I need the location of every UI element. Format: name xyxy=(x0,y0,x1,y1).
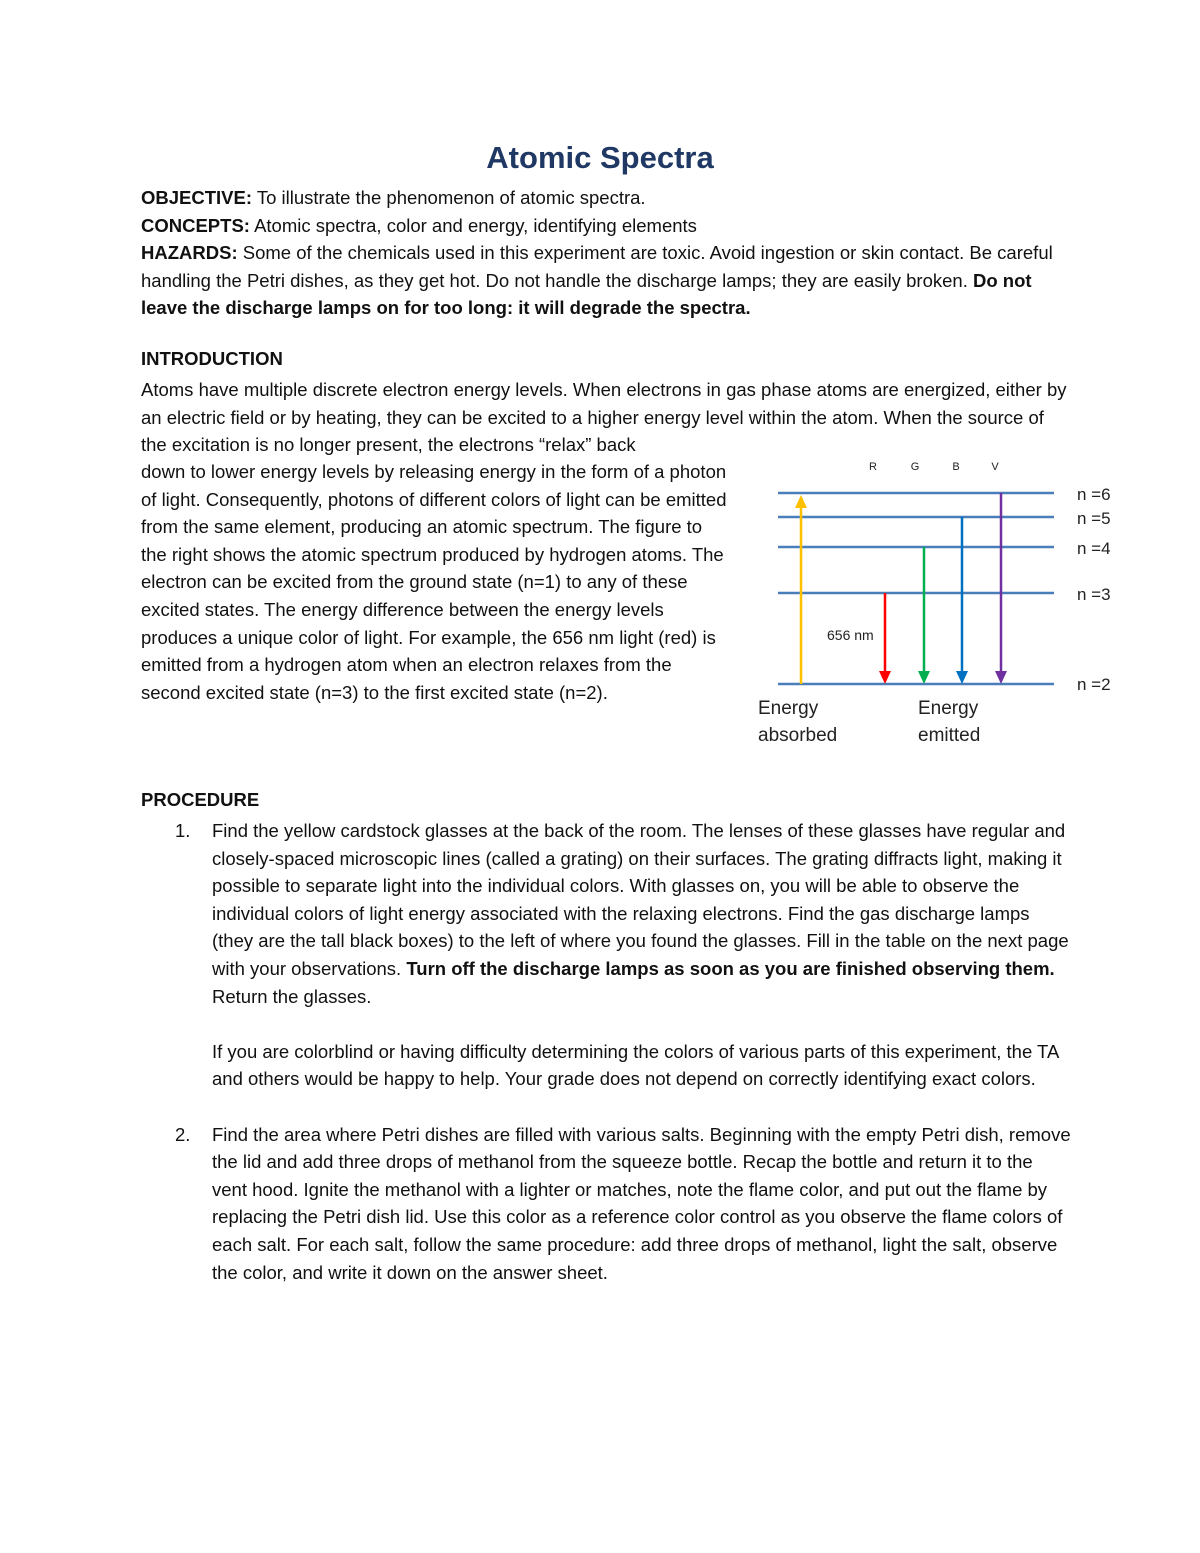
step-number: 2. xyxy=(175,1123,191,1145)
emitted-caption-line1: Energy xyxy=(918,698,979,719)
hydrogen-energy-level-diagram xyxy=(750,452,1130,752)
emission-arrow-violet xyxy=(995,493,1007,684)
spacer xyxy=(212,1093,1071,1121)
step-1-text-a: Find the yellow cardstock glasses at the back of the room. The lenses of these glasses have regular and closely-spaced microscopic lines (called a grating) on their surfaces. The grating diffracts light, making it possible to separate light into the individual colors. With glasses on, you will be able to observe the individual colors of light energy associated with the relaxing electrons. Find the gas discharge lamps (they are the tall black boxes) to the left of where you found the glasses. Fill in the table on the next page with your observations. xyxy=(212,820,1069,979)
step-1-warning: Turn off the discharge lamps as soon as you are finished observing them. xyxy=(406,957,1055,979)
absorbed-caption-line2: absorbed xyxy=(758,725,838,746)
hazards-label: HAZARDS: xyxy=(141,242,238,264)
step-1-text xyxy=(212,817,1071,1010)
procedure-heading: PROCEDURE xyxy=(141,789,260,810)
wavelength-label: 656 nm xyxy=(827,627,874,643)
absorbed-arrow xyxy=(795,495,807,684)
level-label-n3: n =3 xyxy=(1077,585,1111,604)
color-label-r: R xyxy=(869,461,877,473)
absorbed-caption xyxy=(758,698,837,746)
page-title: Atomic Spectra xyxy=(486,140,714,175)
procedure-step-1 xyxy=(141,817,1071,1121)
step-1-colorblind-note: If you are colorblind or having difficulty determining the colors of various parts of this experiment, the TA and others would be happy to help. Your grade does not depend on correctly identifying exact colors. xyxy=(212,1040,1059,1090)
emission-arrow-red xyxy=(879,593,891,684)
introduction-paragraph-wrapped: down to lower energy levels by releasing energy in the form of a photon of light. Consequently, photons of different colors of light can be emitted from the same element, producing an atomic spectrum. The figure to the right shows the atomic spectrum produced by hydrogen atoms. The electron can be excited from the ground state (n=1) to any of these excited states. The energy difference between the energy levels produces a unique color of light. For example, the 656 nm light (red) is emitted from a hydrogen atom when an electron relaxes from the second excited state (n=3) to the first excited state (n=2). xyxy=(141,461,727,703)
hazards-text: Some of the chemicals used in this experiment are toxic. Avoid ingestion or skin contact. Be careful handling the Petri dishes, as they get hot. Do not handle the discharge lamps; they are easily broken. xyxy=(141,242,1053,291)
color-label-v: V xyxy=(991,461,999,473)
emission-arrow-green xyxy=(918,547,930,684)
hazards-warning: Do not leave the discharge lamps on for too long: it will degrade the spectra. xyxy=(141,269,1032,319)
procedure-steps xyxy=(141,817,1071,1286)
concepts-label: CONCEPTS: xyxy=(141,214,250,236)
hazards-paragraph xyxy=(141,239,1071,322)
objective-text: To illustrate the phenomenon of atomic spectra. xyxy=(252,187,646,208)
color-labels xyxy=(869,461,999,473)
level-labels xyxy=(1077,485,1111,694)
level-label-n5: n =5 xyxy=(1077,509,1111,528)
level-label-n4: n =4 xyxy=(1077,539,1111,558)
energy-levels xyxy=(778,493,1054,684)
emitted-caption xyxy=(918,698,980,746)
emission-arrow-blue xyxy=(956,517,968,684)
concepts-text: Atomic spectra, color and energy, identifying elements xyxy=(249,214,697,236)
objective-line xyxy=(141,184,1071,212)
level-label-n2: n =2 xyxy=(1077,675,1111,694)
objective-label: OBJECTIVE: xyxy=(141,187,253,208)
color-label-g: G xyxy=(910,461,920,473)
color-label-b: B xyxy=(952,461,960,473)
concepts-line xyxy=(141,212,1071,240)
introduction-heading: INTRODUCTION xyxy=(141,348,283,369)
absorbed-caption-line1: Energy xyxy=(758,698,819,719)
level-label-n6: n =6 xyxy=(1077,485,1111,504)
header-section xyxy=(141,184,1071,322)
emitted-caption-line2: emitted xyxy=(918,725,981,746)
step-2-text: Find the area where Petri dishes are filled with various salts. Beginning with the empty Petri dish, remove the lid and add three drops of methanol from the squeeze bottle. Recap the bottle and return it to the vent hood. Ignite the methanol with a lighter or matches, note the flame color, and put out the flame by replacing the Petri dish lid. Use this color as a reference color control as you observe the flame colors of each salt. For each salt, follow the same procedure: add three drops of methanol, light the salt, observe the color, and write it down on the answer sheet. xyxy=(212,1123,1071,1283)
spacer xyxy=(212,1010,1071,1038)
procedure-step-2 xyxy=(141,1121,1071,1287)
introduction-paragraph-top: Atoms have multiple discrete electron energy levels. When electrons in gas phase atoms are energized, either by an electric field or by heating, they can be excited to a higher energy level within the atom. When the source of the excitation is no longer present, the electrons “relax” back xyxy=(141,379,1067,456)
step-number: 1. xyxy=(175,820,191,841)
step-1-text-b: Return the glasses. xyxy=(212,985,372,1007)
